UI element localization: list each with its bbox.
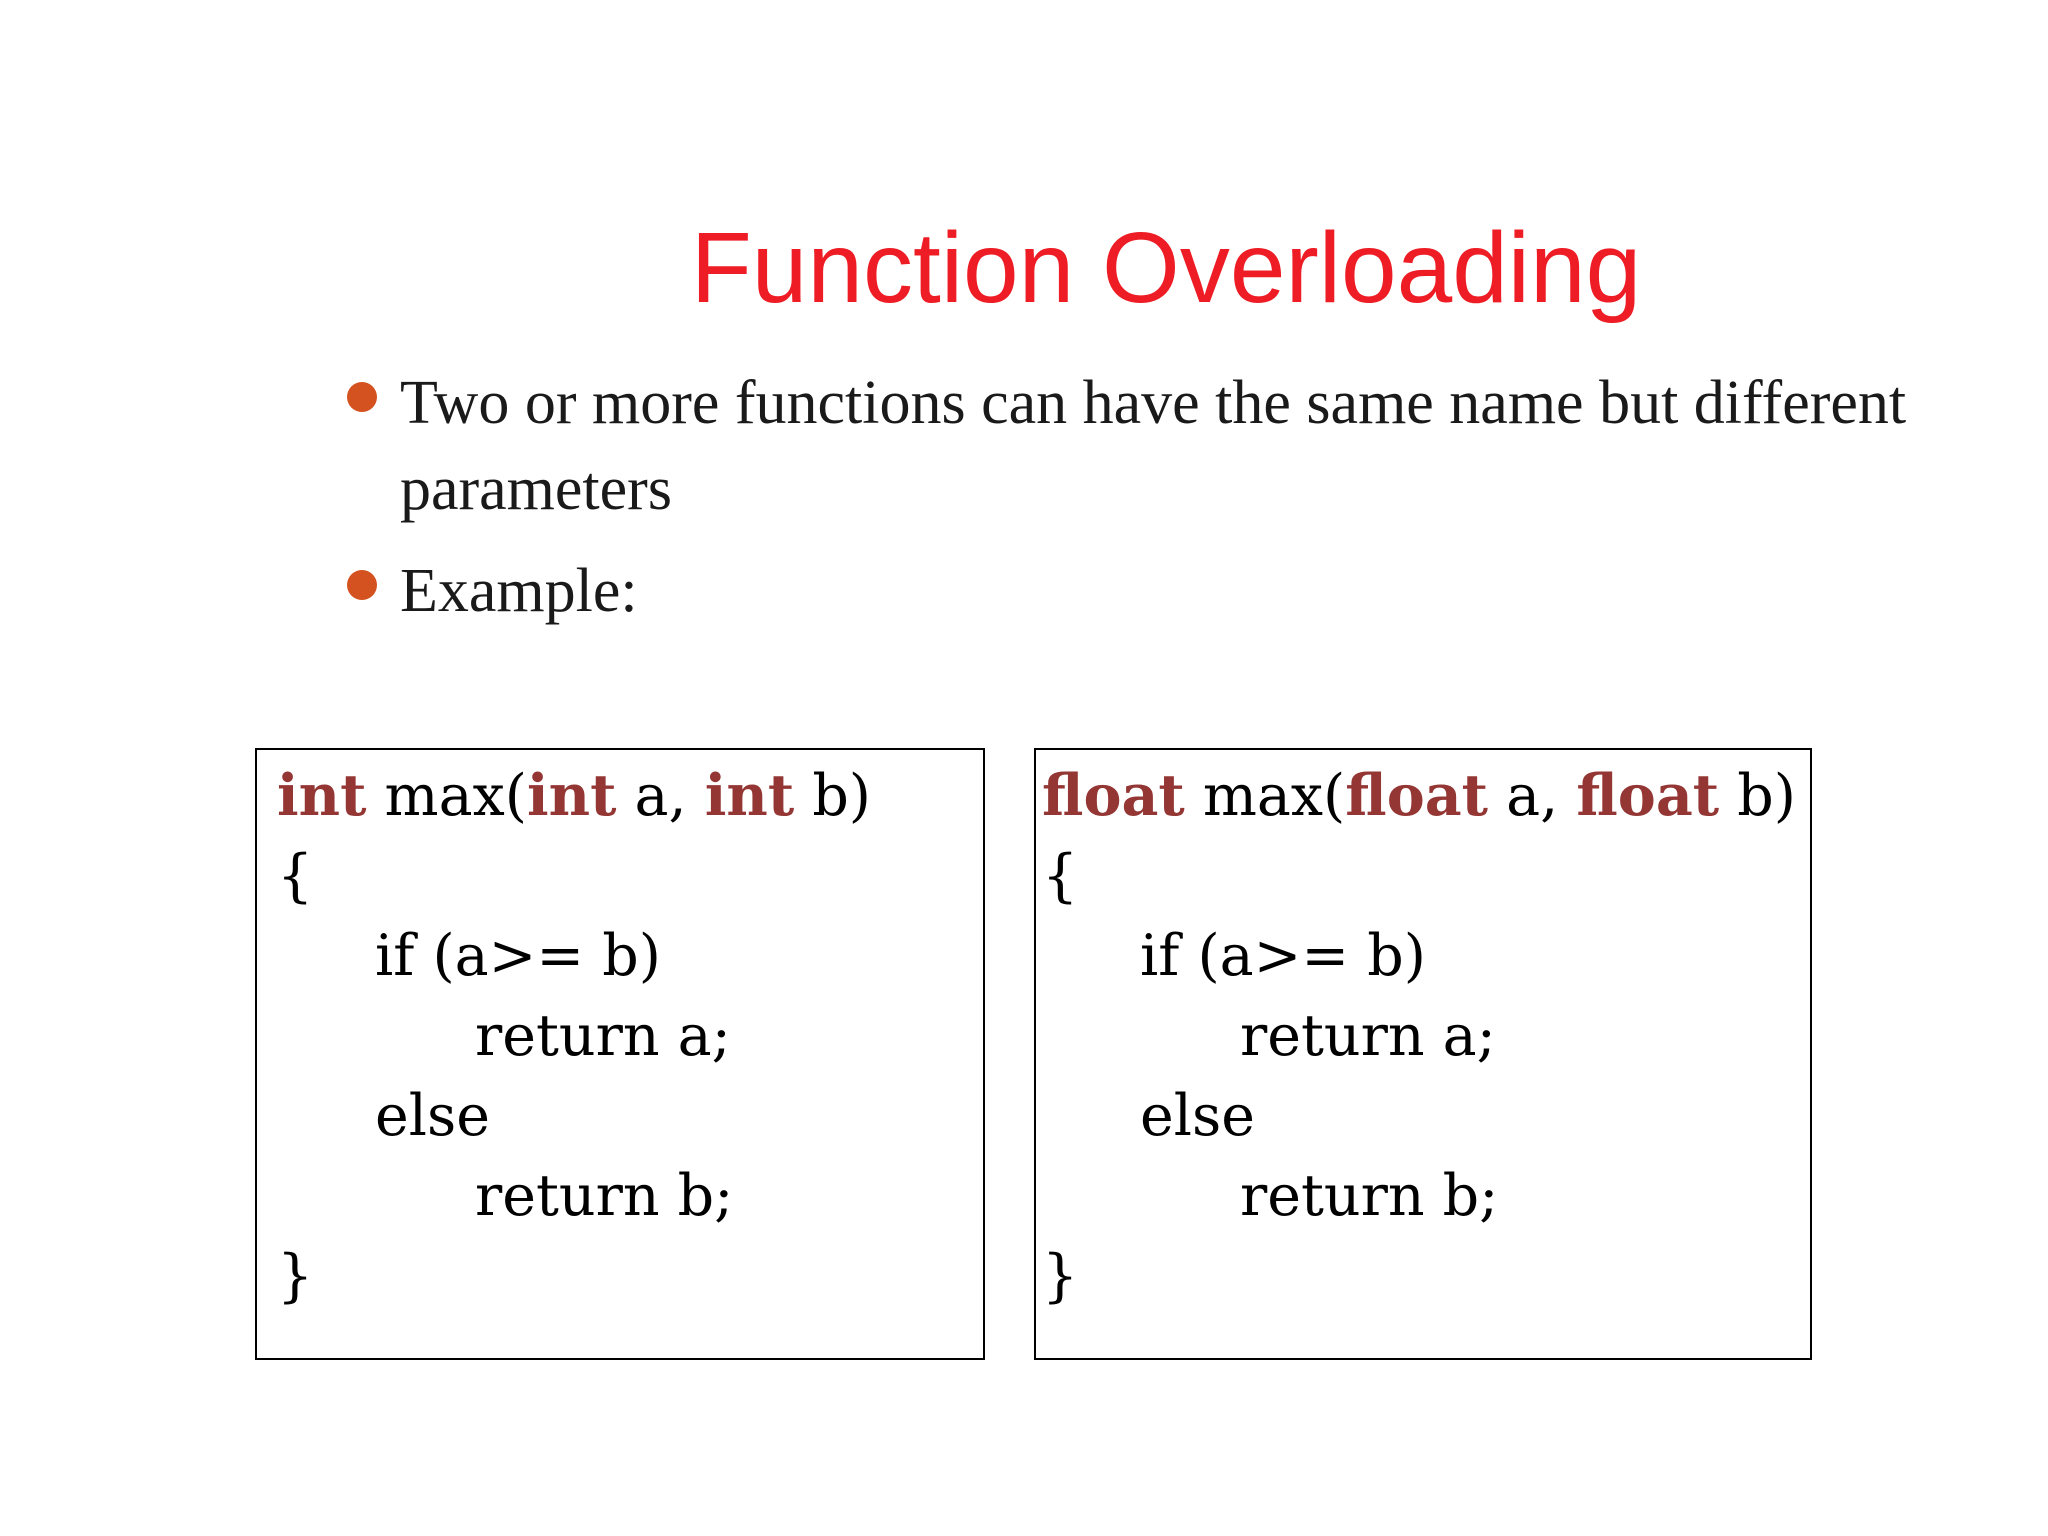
bullet-text: Example: <box>400 557 638 625</box>
code-line: return a; <box>475 1003 731 1069</box>
code-text: max( <box>366 763 527 829</box>
code-text: a, <box>616 763 705 829</box>
code-line: { <box>1042 843 1079 909</box>
code-keyword: float <box>1576 762 1720 829</box>
code-box-float <box>1034 748 1812 1360</box>
code-keyword: int <box>277 762 367 829</box>
code-keyword: int <box>704 762 795 829</box>
code-text: a, <box>1488 763 1577 829</box>
code-line: return a; <box>1240 1003 1496 1069</box>
code-text: b) <box>794 763 872 829</box>
code-signature <box>1042 756 1796 836</box>
code-keyword: float <box>1042 762 1185 829</box>
code-listing <box>1042 756 1796 1316</box>
code-line: return b; <box>475 1163 734 1229</box>
code-line: if (a>= b) <box>375 923 662 989</box>
code-keyword: float <box>1345 762 1489 829</box>
bullet-dot-icon <box>347 570 377 600</box>
code-line: { <box>277 843 314 909</box>
code-text: max( <box>1184 763 1346 829</box>
code-listing <box>277 756 871 1316</box>
slide-title <box>0 208 2048 328</box>
bullet-item <box>340 548 2020 634</box>
code-line: } <box>1042 1243 1079 1309</box>
code-text: b) <box>1719 763 1796 829</box>
code-line: else <box>1140 1083 1255 1149</box>
code-signature <box>277 756 871 836</box>
bullet-item <box>340 360 2020 532</box>
code-line: if (a>= b) <box>1140 923 1427 989</box>
bullet-list <box>340 360 2020 634</box>
code-line: return b; <box>1240 1163 1499 1229</box>
code-line: else <box>375 1083 490 1149</box>
code-box-int <box>255 748 985 1360</box>
code-line: } <box>277 1243 314 1309</box>
slide-title-text: Function Overloading <box>690 212 1642 324</box>
bullet-text: Two or more functions can have the same name but different parameters <box>400 369 1907 523</box>
bullet-dot-icon <box>347 382 377 412</box>
code-keyword: int <box>526 762 617 829</box>
